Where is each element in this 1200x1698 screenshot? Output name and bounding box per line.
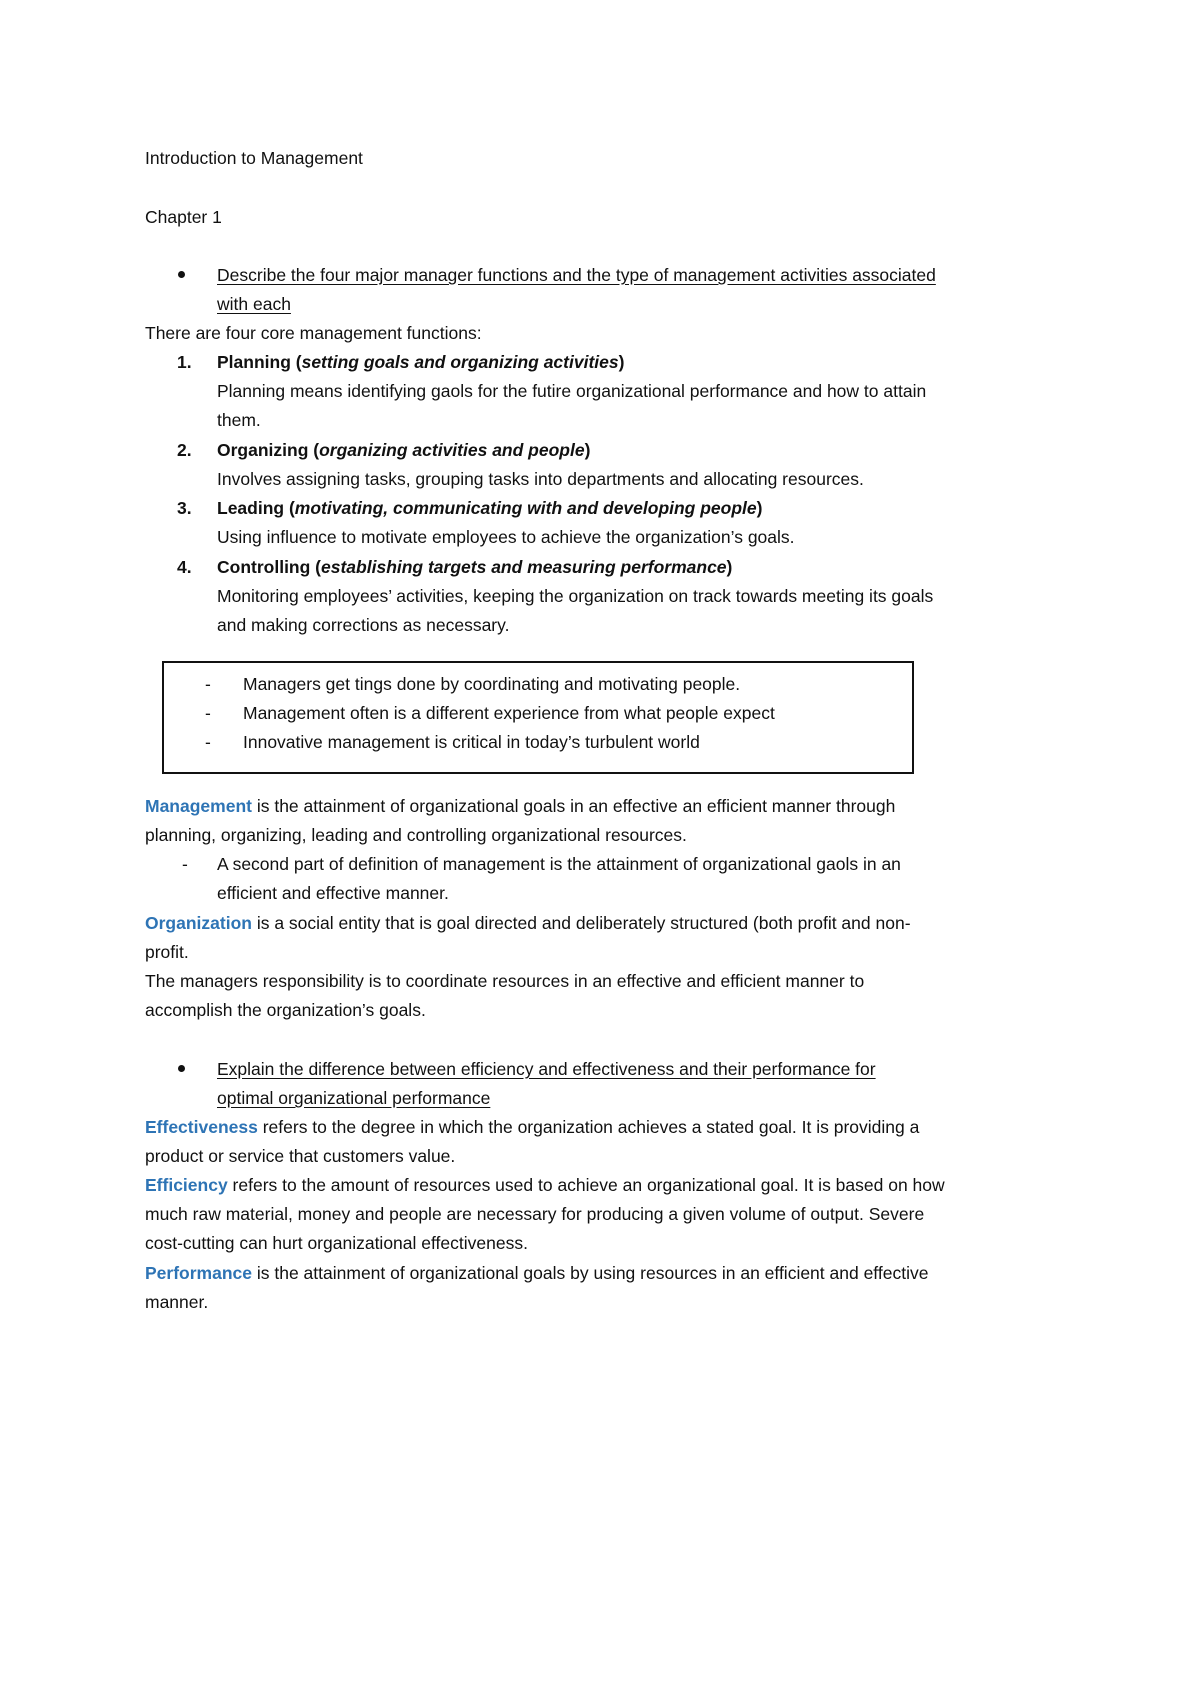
function-activities: setting goals and organizing activities	[301, 352, 619, 372]
management-subpoint-line-1: A second part of definition of management is the attainment of organizational gaols in an	[217, 854, 901, 874]
bullet-icon	[178, 1065, 185, 1072]
performance-definition-line-2: manner.	[145, 1292, 209, 1312]
term-performance: Performance	[145, 1263, 252, 1283]
definition-text: refers to the degree in which the organization achieves a stated goal. It is providing a	[257, 1117, 920, 1137]
box-item: Managers get tings done by coordinating and motivating people.	[243, 674, 741, 694]
document-title: Introduction to Management	[145, 148, 363, 168]
efficiency-definition-line-1	[145, 1173, 945, 1197]
chapter-heading: Chapter 1	[145, 207, 222, 227]
management-definition-line-1	[145, 794, 895, 818]
term-efficiency: Efficiency	[145, 1175, 228, 1195]
effectiveness-definition-line-1	[145, 1115, 919, 1139]
function-organizing-text-1: Involves assigning tasks, grouping tasks into departments and allocating resources.	[217, 469, 864, 489]
definition-text: is a social entity that is goal directed and deliberately structured (both profit and non-	[251, 913, 911, 933]
box-item: Management often is a different experience from what people expect	[243, 703, 775, 723]
term-organization: Organization	[145, 913, 252, 933]
list-number: 1.	[177, 352, 192, 372]
functions-intro: There are four core management functions:	[145, 323, 482, 343]
paren: (	[284, 498, 295, 518]
organization-definition-line-1	[145, 911, 911, 935]
organization-definition-line-2: profit.	[145, 942, 189, 962]
function-name: Controlling	[217, 557, 311, 577]
paren: )	[584, 440, 591, 460]
term-management: Management	[145, 796, 252, 816]
management-subpoint-line-2: efficient and effective manner.	[217, 883, 449, 903]
definition-text: is the attainment of organizational goals in an effective an efficient manner through	[251, 796, 896, 816]
efficiency-definition-line-2: much raw material, money and people are necessary for producing a given volume of output. Severe	[145, 1204, 925, 1224]
function-planning-heading	[217, 350, 624, 374]
responsibility-line-2: accomplish the organization’s goals.	[145, 1000, 426, 1020]
question-2-line-1: Explain the difference between efficiency and effectiveness and their performance for	[217, 1059, 876, 1079]
list-number: 4.	[177, 557, 192, 577]
paren: (	[290, 352, 302, 372]
function-planning-text-1: Planning means identifying gaols for the futire organizational performance and how to attain	[217, 381, 927, 401]
dash-marker: -	[182, 854, 188, 874]
function-controlling-text-1: Monitoring employees’ activities, keeping the organization on track towards meeting its goals	[217, 586, 934, 606]
function-activities: establishing targets and measuring performance	[321, 557, 727, 577]
paren: (	[310, 557, 322, 577]
effectiveness-definition-line-2: product or service that customers value.	[145, 1146, 456, 1166]
efficiency-definition-line-3: cost-cutting can hurt organizational effectiveness.	[145, 1233, 528, 1253]
function-name: Planning	[217, 352, 291, 372]
question-1-line-1: Describe the four major manager functions and the type of management activities associated	[217, 265, 936, 285]
performance-definition-line-1	[145, 1261, 928, 1285]
question-2-line-2: optimal organizational performance	[217, 1088, 491, 1108]
question-1-line-2: with each	[217, 294, 291, 314]
function-activities: organizing activities and people	[319, 440, 585, 460]
definition-text: is the attainment of organizational goals by using resources in an efficient and effective	[252, 1263, 929, 1283]
function-organizing-heading	[217, 438, 590, 462]
definition-text: refers to the amount of resources used to achieve an organizational goal. It is based on how	[227, 1175, 945, 1195]
function-name: Leading	[217, 498, 285, 518]
list-number: 2.	[177, 440, 192, 460]
function-name: Organizing	[217, 440, 309, 460]
function-controlling-heading	[217, 555, 732, 579]
paren: )	[726, 557, 733, 577]
function-activities: motivating, communicating with and developing people	[294, 498, 757, 518]
paren: )	[618, 352, 625, 372]
box-item: Innovative management is critical in today’s turbulent world	[243, 732, 700, 752]
function-controlling-text-2: and making corrections as necessary.	[217, 615, 510, 635]
list-number: 3.	[177, 498, 192, 518]
dash-marker: -	[205, 703, 211, 723]
bullet-icon	[178, 271, 185, 278]
function-planning-text-2: them.	[217, 410, 261, 430]
paren: )	[756, 498, 763, 518]
paren: (	[308, 440, 320, 460]
management-definition-line-2: planning, organizing, leading and controlling organizational resources.	[145, 825, 687, 845]
function-leading-text-1: Using influence to motivate employees to achieve the organization’s goals.	[217, 527, 795, 547]
function-leading-heading	[217, 496, 762, 520]
dash-marker: -	[205, 732, 211, 752]
term-effectiveness: Effectiveness	[145, 1117, 258, 1137]
responsibility-line-1: The managers responsibility is to coordinate resources in an effective and efficient manner to	[145, 971, 865, 991]
dash-marker: -	[205, 674, 211, 694]
